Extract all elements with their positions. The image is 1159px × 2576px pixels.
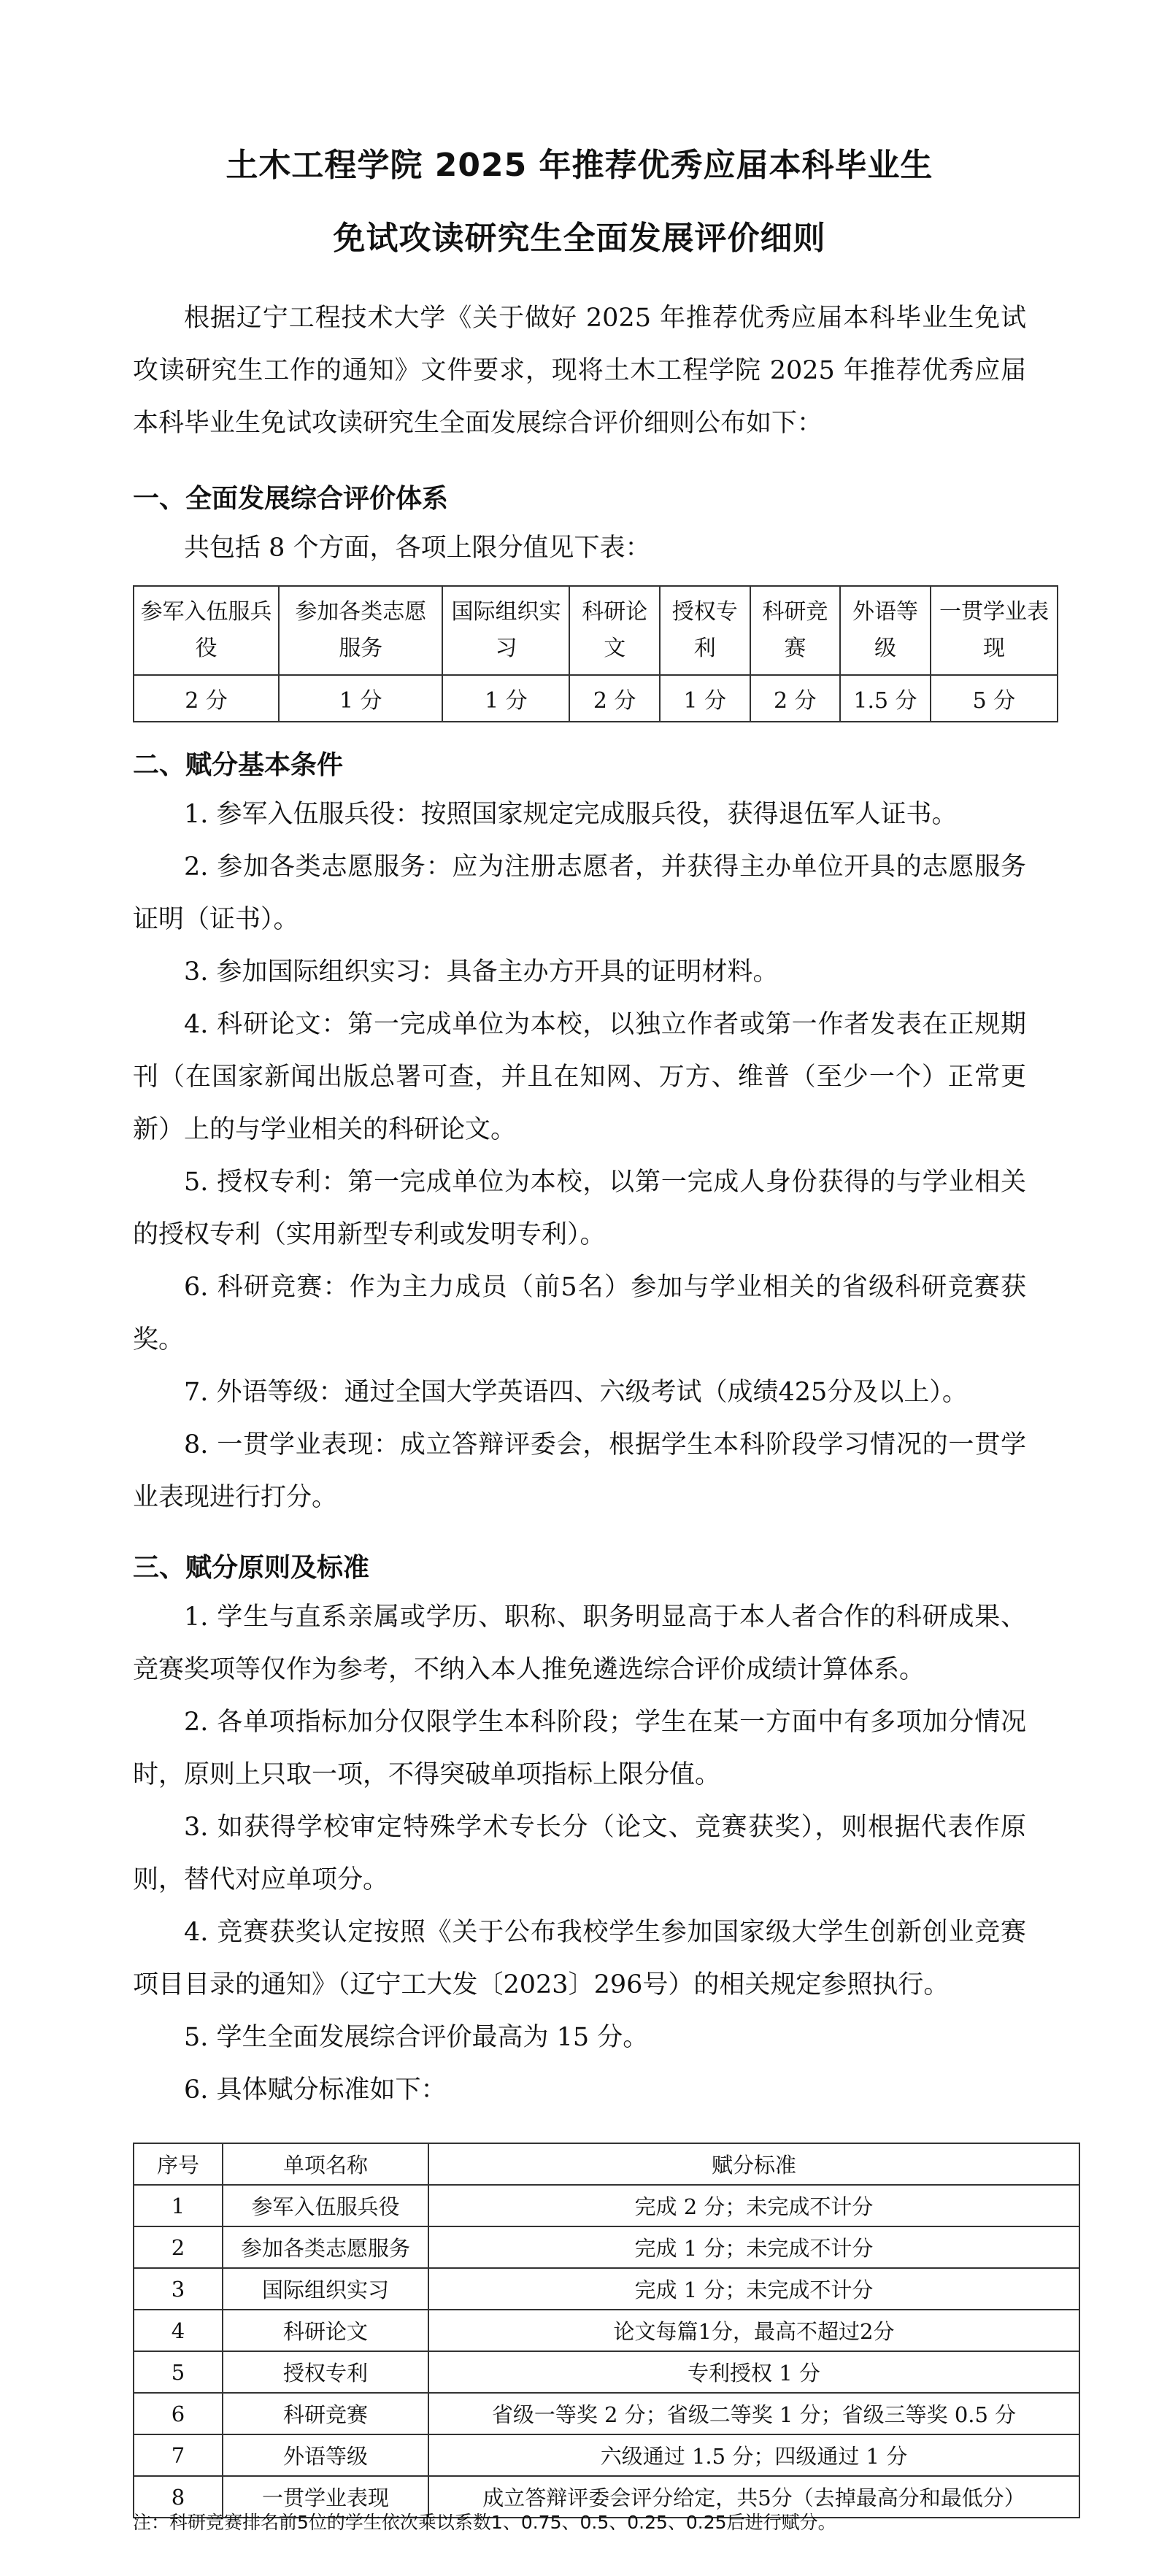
- table-cell: 2: [134, 2226, 223, 2268]
- section-3-heading: 三、赋分原则及标准: [133, 1553, 370, 1583]
- table-cell: 5: [134, 2351, 223, 2393]
- table-header-cell: 序号: [134, 2143, 223, 2185]
- score-cap-table: [133, 585, 1058, 722]
- table-cell: 一贯学业表现: [223, 2476, 428, 2518]
- table-cell: 参加各类志愿服务: [223, 2226, 428, 2268]
- score-cap-value-row: [134, 675, 1058, 722]
- table-cell: 科研竞赛: [750, 586, 841, 675]
- table-cell: 6: [134, 2393, 223, 2434]
- table-cell: 4: [134, 2310, 223, 2351]
- table-cell: 完成 2 分；未完成不计分: [428, 2185, 1079, 2226]
- section-2-item-3: 3. 参加国际组织实习：具备主办方开具的证明材料。: [184, 957, 779, 987]
- table-cell: 国际组织实习: [223, 2268, 428, 2310]
- table-cell: 授权专利: [223, 2351, 428, 2393]
- section-2-heading: 二、赋分基本条件: [133, 750, 344, 780]
- table-cell: 一贯学业表现: [931, 586, 1058, 675]
- table-cell: 1 分: [442, 675, 569, 722]
- table-cell: 外语等级: [840, 586, 931, 675]
- table-row: [134, 2226, 1079, 2268]
- table-cell: 专利授权 1 分: [428, 2351, 1079, 2393]
- section-2-item-7: 7. 外语等级：通过全国大学英语四、六级考试（成绩425分及以上）。: [184, 1378, 968, 1407]
- section-2-item-8: 8. 一贯学业表现：成立答辩评委会，根据学生本科阶段学习情况的一贯学业表现进行打分。: [133, 1430, 1026, 1512]
- table-cell: 参军入伍服兵役: [134, 586, 279, 675]
- table-cell: 国际组织实习: [442, 586, 569, 675]
- table-header-cell: 赋分标准: [428, 2143, 1079, 2185]
- table-cell: 科研论文: [223, 2310, 428, 2351]
- table-cell: 完成 1 分；未完成不计分: [428, 2226, 1079, 2268]
- table-cell: 参加各类志愿服务: [279, 586, 442, 675]
- table-cell: 科研竞赛: [223, 2393, 428, 2434]
- table-cell: 1: [134, 2185, 223, 2226]
- table-cell: 2 分: [569, 675, 660, 722]
- table-cell: 8: [134, 2476, 223, 2518]
- section-1-intro: 共包括 8 个方面，各项上限分值见下表：: [184, 533, 651, 563]
- scoring-standard-table: [133, 2143, 1080, 2518]
- table-cell: 外语等级: [223, 2434, 428, 2476]
- section-3-item-1: 1. 学生与直系亲属或学历、职称、职务明显高于本人者合作的科研成果、竞赛奖项等仅作为参考，不纳入本人推免遴选综合评价成绩计算体系。: [133, 1603, 1026, 1684]
- section-1-heading: 一、全面发展综合评价体系: [133, 484, 449, 514]
- section-2-item-6: 6. 科研竞赛：作为主力成员（前5名）参加与学业相关的省级科研竞赛获奖。: [133, 1273, 1026, 1354]
- table-cell: 省级一等奖 2 分；省级二等奖 1 分；省级三等奖 0.5 分: [428, 2393, 1079, 2434]
- document-title-line-1: 土木工程学院 2025 年推荐优秀应届本科毕业生: [226, 147, 933, 184]
- table-row: [134, 2268, 1079, 2310]
- table-cell: 六级通过 1.5 分；四级通过 1 分: [428, 2434, 1079, 2476]
- table-row: [134, 2434, 1079, 2476]
- table-cell: 1 分: [279, 675, 442, 722]
- section-3-item-4: 4. 竞赛获奖认定按照《关于公布我校学生参加国家级大学生创新创业竞赛项目目录的通知》（辽宁工大发〔2023〕296号）的相关规定参照执行。: [133, 1918, 1026, 2000]
- table-row: [134, 2351, 1079, 2393]
- section-3-item-3: 3. 如获得学校审定特殊学术专长分（论文、竞赛获奖），则根据代表作原则，替代对应单项分。: [133, 1813, 1026, 1894]
- section-2-item-1: 1. 参军入伍服兵役：按照国家规定完成服兵役，获得退伍军人证书。: [184, 800, 958, 829]
- table-cell: 3: [134, 2268, 223, 2310]
- table-row: [134, 2185, 1079, 2226]
- table-cell: 1.5 分: [840, 675, 931, 722]
- table-header-row: [134, 2143, 1079, 2185]
- section-2-item-5: 5. 授权专利：第一完成单位为本校，以第一完成人身份获得的与学业相关的授权专利（实用新型专利或发明专利）。: [133, 1168, 1026, 1249]
- table-row: [134, 2393, 1079, 2434]
- table-row: [134, 2310, 1079, 2351]
- section-3-item-6: 6. 具体赋分标准如下：: [184, 2075, 447, 2105]
- table-cell: 参军入伍服兵役: [223, 2185, 428, 2226]
- table-cell: 成立答辩评委会评分给定，共5分（去掉最高分和最低分）: [428, 2476, 1079, 2518]
- table-cell: 7: [134, 2434, 223, 2476]
- table-cell: 授权专利: [660, 586, 750, 675]
- section-2-item-4: 4. 科研论文：第一完成单位为本校，以独立作者或第一作者发表在正规期刊（在国家新闻出版总署可查，并且在知网、万方、维普（至少一个）正常更新）上的与学业相关的科研论文。: [133, 1010, 1026, 1144]
- table-cell: 完成 1 分；未完成不计分: [428, 2268, 1079, 2310]
- document-title-line-2: 免试攻读研究生全面发展评价细则: [333, 220, 826, 257]
- intro-paragraph: 根据辽宁工程技术大学《关于做好 2025 年推荐优秀应届本科毕业生免试攻读研究生工作的通知》文件要求，现将土木工程学院 2025 年推荐优秀应届本科毕业生免试攻读研究生全面发展综合评价细则公布如下：: [133, 304, 1026, 438]
- table-cell: 1 分: [660, 675, 750, 722]
- table-cell: 5 分: [931, 675, 1058, 722]
- section-2-item-2: 2. 参加各类志愿服务：应为注册志愿者，并获得主办单位开具的志愿服务证明（证书）。: [133, 852, 1026, 934]
- table-cell: 2 分: [134, 675, 279, 722]
- table-cell: 论文每篇1分，最高不超过2分: [428, 2310, 1079, 2351]
- table-header-cell: 单项名称: [223, 2143, 428, 2185]
- section-3-item-2: 2. 各单项指标加分仅限学生本科阶段；学生在某一方面中有多项加分情况时，原则上只取一项，不得突破单项指标上限分值。: [133, 1708, 1026, 1789]
- score-cap-header-row: [134, 586, 1058, 675]
- table-cell: 2 分: [750, 675, 841, 722]
- section-3-item-5: 5. 学生全面发展综合评价最高为 15 分。: [184, 2023, 649, 2052]
- table-cell: 科研论文: [569, 586, 660, 675]
- table-footnote: 注：科研竞赛排名前5位的学生依次乘以系数1、0.75、0.5、0.25、0.25后进行赋分。: [133, 2512, 836, 2533]
